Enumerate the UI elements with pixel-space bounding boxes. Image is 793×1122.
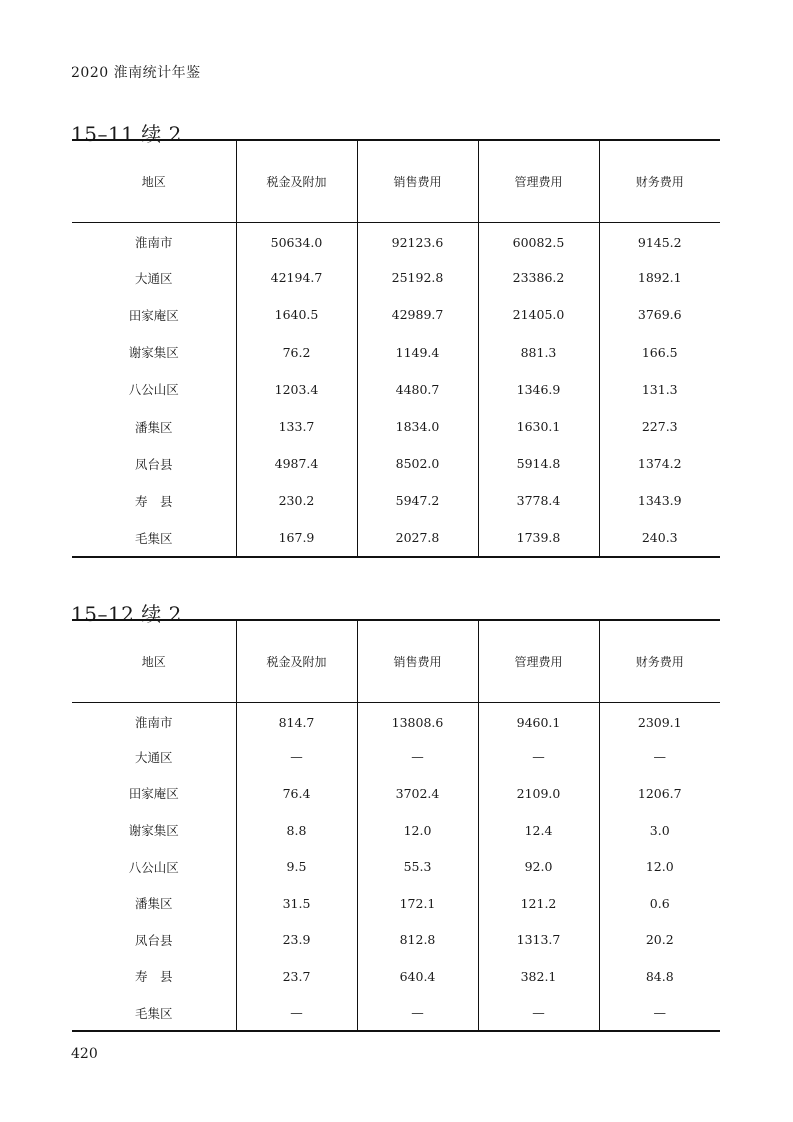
value-cell: 42194.7 [236, 259, 357, 296]
value-cell: 1374.2 [599, 445, 720, 482]
value-cell: 230.2 [236, 482, 357, 519]
region-cell: 田家庵区 [128, 307, 179, 323]
value-cell: 172.1 [357, 885, 478, 922]
column-header: 税金及附加 [236, 620, 357, 702]
table-row [72, 885, 720, 922]
table-row [72, 408, 720, 445]
value-cell: 2309.1 [599, 702, 720, 739]
value-cell: 21405.0 [478, 296, 599, 333]
column-header: 管理费用 [478, 140, 599, 222]
value-cell: 92.0 [478, 848, 599, 885]
value-cell: 1739.8 [478, 520, 599, 557]
table-row [72, 739, 720, 776]
value-cell: 1640.5 [236, 296, 357, 333]
value-cell: 814.7 [236, 702, 357, 739]
region-cell: 潘集区 [134, 896, 173, 912]
value-cell: 1834.0 [357, 408, 478, 445]
value-cell: 1630.1 [478, 408, 599, 445]
value-cell: 8.8 [236, 812, 357, 849]
region-cell: 淮南市 [134, 235, 173, 251]
value-cell: 3778.4 [478, 482, 599, 519]
column-header: 销售费用 [357, 140, 478, 222]
value-cell: 9460.1 [478, 702, 599, 739]
value-cell: 166.5 [599, 334, 720, 371]
table-row [72, 812, 720, 849]
value-cell: 12.0 [357, 812, 478, 849]
region-cell: 八公山区 [128, 382, 179, 398]
value-cell: 92123.6 [357, 222, 478, 259]
region-cell: 谢家集区 [128, 345, 179, 361]
column-header: 地区 [72, 620, 236, 702]
table-title: 15–12 续 2 [71, 602, 182, 626]
column-header: 财务费用 [599, 140, 720, 222]
column-header: 管理费用 [478, 620, 599, 702]
value-cell: 1206.7 [599, 775, 720, 812]
value-cell: 9145.2 [599, 222, 720, 259]
region-cell: 八公山区 [128, 859, 179, 875]
value-cell: 2109.0 [478, 775, 599, 812]
page-number: 420 [71, 1046, 98, 1062]
region-cell: 淮南市 [134, 715, 173, 731]
value-cell: 5947.2 [357, 482, 478, 519]
table-row [72, 958, 720, 995]
statistics-table [72, 619, 720, 1032]
value-cell: 881.3 [478, 334, 599, 371]
table-title: 15–11 续 2 [71, 122, 182, 146]
value-cell: 12.0 [599, 848, 720, 885]
table-row [72, 848, 720, 885]
table-row [72, 775, 720, 812]
table-row [72, 922, 720, 959]
region-cell: 潘集区 [134, 419, 173, 435]
value-cell: 23.7 [236, 958, 357, 995]
table-row [72, 520, 720, 557]
value-cell: 227.3 [599, 408, 720, 445]
value-cell: 23386.2 [478, 259, 599, 296]
value-cell: — [599, 995, 720, 1032]
table-row [72, 445, 720, 482]
column-header: 销售费用 [357, 620, 478, 702]
table-row [72, 296, 720, 333]
table-row [72, 702, 720, 739]
value-cell: 0.6 [599, 885, 720, 922]
value-cell: 1313.7 [478, 922, 599, 959]
value-cell: — [357, 995, 478, 1032]
table-row [72, 371, 720, 408]
value-cell: 3.0 [599, 812, 720, 849]
value-cell: 1343.9 [599, 482, 720, 519]
value-cell: 76.4 [236, 775, 357, 812]
value-cell: 240.3 [599, 520, 720, 557]
value-cell: 4987.4 [236, 445, 357, 482]
column-header: 财务费用 [599, 620, 720, 702]
region-cell: 寿 县 [134, 969, 173, 985]
value-cell: — [478, 739, 599, 776]
value-cell: 20.2 [599, 922, 720, 959]
region-cell: 大通区 [134, 749, 173, 765]
value-cell: 13808.6 [357, 702, 478, 739]
value-cell: 23.9 [236, 922, 357, 959]
value-cell: 8502.0 [357, 445, 478, 482]
table-row [72, 482, 720, 519]
value-cell: 133.7 [236, 408, 357, 445]
value-cell: 60082.5 [478, 222, 599, 259]
region-cell: 大通区 [134, 270, 173, 286]
value-cell: 84.8 [599, 958, 720, 995]
value-cell: — [236, 995, 357, 1032]
table-row [72, 995, 720, 1032]
value-cell: — [357, 739, 478, 776]
value-cell: 167.9 [236, 520, 357, 557]
region-cell: 寿 县 [134, 493, 173, 509]
column-header: 地区 [72, 140, 236, 222]
value-cell: — [236, 739, 357, 776]
region-cell: 毛集区 [72, 520, 236, 557]
table-row [72, 259, 720, 296]
value-cell: 1149.4 [357, 334, 478, 371]
region-cell: 凤台县 [134, 456, 173, 472]
value-cell: 2027.8 [357, 520, 478, 557]
value-cell: 382.1 [478, 958, 599, 995]
table-header-row [72, 140, 720, 222]
value-cell: 640.4 [357, 958, 478, 995]
value-cell: 25192.8 [357, 259, 478, 296]
table-header-row [72, 620, 720, 702]
value-cell: — [599, 739, 720, 776]
value-cell: 3769.6 [599, 296, 720, 333]
region-cell: 谢家集区 [128, 823, 179, 839]
table-row [72, 222, 720, 259]
statistics-table [72, 139, 720, 558]
value-cell: 1203.4 [236, 371, 357, 408]
value-cell: 42989.7 [357, 296, 478, 333]
value-cell: 5914.8 [478, 445, 599, 482]
region-cell: 田家庵区 [128, 786, 179, 802]
region-cell: 毛集区 [72, 995, 236, 1032]
column-header: 税金及附加 [236, 140, 357, 222]
value-cell: 812.8 [357, 922, 478, 959]
value-cell: 4480.7 [357, 371, 478, 408]
value-cell: 3702.4 [357, 775, 478, 812]
value-cell: 9.5 [236, 848, 357, 885]
value-cell: 31.5 [236, 885, 357, 922]
value-cell: 50634.0 [236, 222, 357, 259]
value-cell: 1892.1 [599, 259, 720, 296]
value-cell: 12.4 [478, 812, 599, 849]
region-cell: 凤台县 [134, 932, 173, 948]
value-cell: 131.3 [599, 371, 720, 408]
value-cell: 1346.9 [478, 371, 599, 408]
value-cell: 76.2 [236, 334, 357, 371]
value-cell: — [478, 995, 599, 1032]
value-cell: 121.2 [478, 885, 599, 922]
table-row [72, 334, 720, 371]
running-header: 2020 淮南统计年鉴 [71, 65, 201, 81]
value-cell: 55.3 [357, 848, 478, 885]
